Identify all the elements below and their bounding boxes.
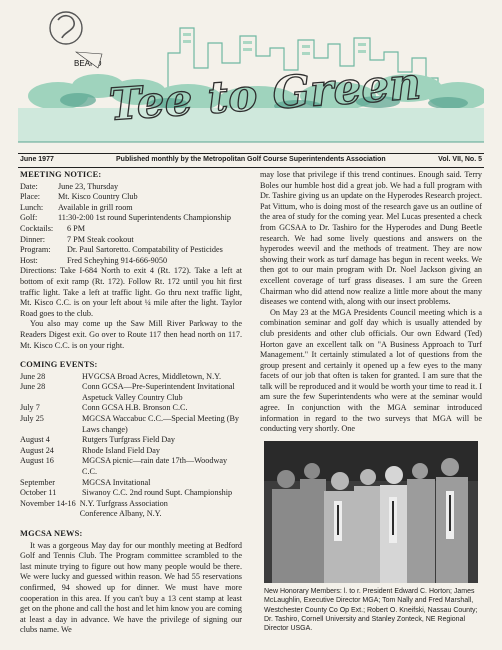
masthead xyxy=(18,8,484,153)
event-row xyxy=(20,403,242,414)
meeting-value: 6 PM xyxy=(67,223,85,233)
meeting-value: 11:30-2:00 1st round Superintendents Championship xyxy=(58,213,231,223)
event-row xyxy=(20,478,242,489)
event-date: October 11 xyxy=(20,488,57,498)
top-rule xyxy=(18,153,484,154)
event-date: November 14-16 xyxy=(20,498,76,508)
coming-events-heading: COMING EVENTS: xyxy=(20,360,98,370)
event-row xyxy=(20,456,242,477)
event-date: August 4 xyxy=(20,435,50,445)
meeting-label: Dinner: xyxy=(20,234,46,244)
meeting-value: Available in grill room xyxy=(58,202,133,212)
publisher-line: Published monthly by the Metropolitan Golf Course Superintendents Association xyxy=(116,156,386,163)
meeting-label: Place: xyxy=(20,192,41,202)
event-date: July 25 xyxy=(20,414,44,424)
mgcsa-news-heading: MGCSA NEWS: xyxy=(20,529,83,538)
meeting-value: Fred Scheyhing 914-666-9050 xyxy=(67,255,168,265)
event-row xyxy=(20,435,242,446)
event-name: Conn GCSA H.B. Bronson C.C. xyxy=(82,403,188,413)
event-date: June 28 xyxy=(20,371,46,381)
event-name: Siwanoy C.C. 2nd round Supt. Championship xyxy=(82,488,233,498)
issue-date: June 1977 xyxy=(20,156,54,163)
masthead-illustration xyxy=(18,8,484,153)
event-row xyxy=(20,414,242,435)
meeting-row xyxy=(20,224,242,235)
group-photo-illustration xyxy=(264,441,478,583)
meeting-label: Program: xyxy=(20,245,51,255)
meeting-details xyxy=(20,182,242,267)
meeting-label: Date: xyxy=(20,181,38,191)
meeting-label: Cocktails: xyxy=(20,223,54,233)
meeting-row xyxy=(20,213,242,224)
event-name: Rutgers Turfgrass Field Day xyxy=(82,435,176,445)
meeting-row xyxy=(20,192,242,203)
event-name: Rhode Island Field Day xyxy=(82,445,160,455)
honorary-members-photo xyxy=(264,441,478,583)
event-row xyxy=(20,372,242,383)
event-date: July 7 xyxy=(20,403,40,413)
event-name: MGCSA Invitational xyxy=(82,477,151,487)
meeting-row xyxy=(20,235,242,246)
event-name: HVGCSA Broad Acres, Middletown, N.Y. xyxy=(82,371,222,381)
svg-text:Tee to Green: Tee to Green xyxy=(107,58,423,131)
meeting-row xyxy=(20,256,242,267)
svg-text:BEARD: BEARD xyxy=(74,59,102,68)
meeting-row xyxy=(20,182,242,193)
event-name: Conn GCSA—Pre-Superintendent Invitational Aspetuck Valley Country Club xyxy=(82,382,235,402)
event-date: June 28 xyxy=(20,382,46,392)
event-name: N.Y. Turfgrass Association Conference Albany, N.Y. xyxy=(79,498,168,519)
meeting-value: 7 PM Steak cookout xyxy=(67,234,134,244)
meeting-label: Golf: xyxy=(20,213,38,223)
directions-text: Directions: Take I-684 North to exit 4 (Rt. 172). Take a left at bottom of exit ramp (Rt. 172). Follow Rt. 172 until you hit first traffic light. Take a left at traffic light. Go thru next traffic light, Mt. Kisco C.C. is on your left about ¼ mile after the light. Taylor Road goes to the club. xyxy=(20,266,242,318)
event-name: MGCSA picnic—rain date 17th—Woodway C.C. xyxy=(82,456,228,477)
event-name: MGCSA Waccabuc C.C.—Special Meeting (By Laws change) xyxy=(82,414,240,434)
event-row xyxy=(20,499,242,520)
meeting-row xyxy=(20,245,242,256)
meeting-label: Lunch: xyxy=(20,202,44,212)
meeting-label: Host: xyxy=(20,255,38,265)
meeting-notice-heading: MEETING NOTICE: xyxy=(20,170,102,179)
mgcsa-news-text: It was a gorgeous May day for our monthly meeting at Bedford Golf and Tennis Club. The Program committee scrambled to the last minute trying to figure out how many people would be there. We were lucky and guessed within reason. We had 55 reservations confirmed, 94 showed up for dinner. We must have more cooperation in this area. If you can't buy a 13 cent stamp at least get on the phone and call the host and let him know you are coming at least a day in advance. We have the privilege of signing our clubs name. We xyxy=(20,540,242,635)
meeting-row xyxy=(20,203,242,214)
event-date: August 16 xyxy=(20,456,54,466)
volume-number: Vol. VII, No. 5 xyxy=(438,156,482,163)
left-column xyxy=(20,170,242,636)
alternate-directions-text: You also may come up the Saw Mill River Parkway to the Readers Digest exit. Go over to Route 117 then head north on 117. Mt. Kisco C.C. is on your right. xyxy=(20,319,242,350)
meeting-value: June 23, Thursday xyxy=(58,181,119,191)
meeting-value: Dr. Paul Sartoretto. Compatability of Pesticides xyxy=(67,245,223,255)
events-list xyxy=(20,372,242,520)
photo-caption: New Honorary Members: l. to r. President Edward C. Horton; James McLaughlin, Executive Director MGA; Tom Nally and Fred Marshall, Westchester County Co Op Ext.; Robert O. Kneifski, Nassau County; Dr. Tashiro, Cornell University and Stanley Zonteck, NE Regional Director USGA. xyxy=(264,587,478,633)
event-date: August 24 xyxy=(20,445,54,455)
bottom-rule xyxy=(18,167,484,168)
event-date: September xyxy=(20,477,56,487)
news-continued-text: may lose that privilege if this trend continues. Enough said. Terry Boles our humble host did a great job. We had a full program with Dr. Tashire giving us an update on the Hyperodes Research project. Pat Vittum, who is doing most of the research gave us an outline of the area of study for the coming year. Mel Lucas presented a check from GCSAA to Dr. Tashiro for the Hyperodes and Dung Beetle research. We had some lively questions and answers on the hyperodes weevil and the methods of treatment. They are now showing their work as turf damage has begun in recent weeks. We then got to our main program with Dr. Noel Jackson giving an excellent coverage of turf grass diseases. I am sure the Green Chairman who did attend now realize a little more about the many diseases we contend with, along with our insect problems. xyxy=(260,170,482,307)
event-row xyxy=(20,382,242,403)
event-row xyxy=(20,446,242,457)
meeting-value: Mt. Kisco Country Club xyxy=(58,192,138,202)
right-column xyxy=(260,170,482,634)
event-row xyxy=(20,488,242,499)
presidents-council-text: On May 23 at the MGA Presidents Council meeting which is a combination seminar and golf day which is usually attended by club presidents and other club officials. Our own Edward (Ted) Horton gave an excellent talk on "A Business Approach to Turf Management." It certainly stimulated a lot of questions from the group present and certainly it opened up a few eyes to the many facets of our job that often is taken for granted. I am sure that the talk will be reproduced and it would be worth your time to read it. I am sure the few Superintendents who were at the seminar would agree. In conjunction with the MGA seminar introduced information in regard to the two surveys that MGA will be conducting very shortly. One xyxy=(260,307,482,434)
